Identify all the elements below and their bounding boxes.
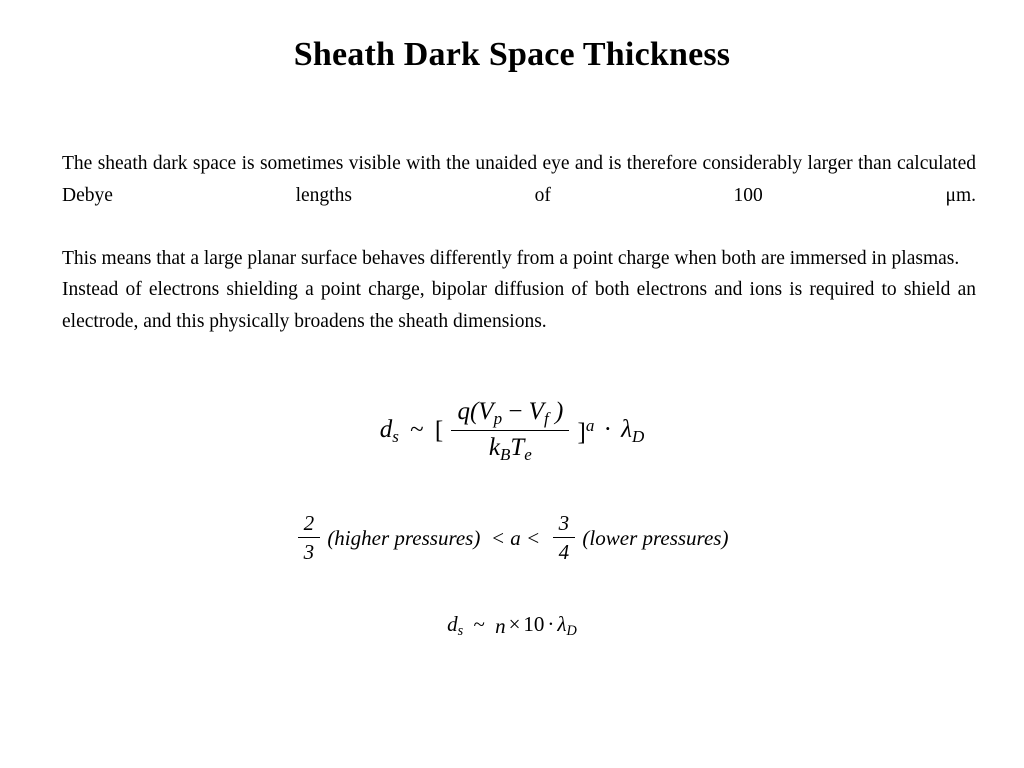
equation-3-n: n: [495, 613, 506, 638]
equation-3-number: 10: [523, 612, 545, 636]
equation-1-relation: ~: [410, 415, 424, 443]
equation-3-dot-operator: ·: [547, 612, 555, 636]
equation-2-frac1-numerator: 2: [298, 510, 321, 538]
equation-3-lhs: $d_s$: [447, 612, 464, 640]
paragraph-2: This means that a large planar surface behaves differently from a point charge when both are immersed in plasmas.: [62, 247, 960, 269]
body-text-block: [62, 148, 976, 337]
equation-3-relation: ~: [473, 612, 485, 636]
equation-sheath-thickness: [0, 396, 1024, 466]
paragraph-3: Instead of electrons shielding a point charge, bipolar diffusion of both electrons and ions is required to shield an electrode, and this physically broadens the sheath dimensions.: [62, 279, 976, 332]
equation-1-lhs: $d_s$: [379, 415, 399, 446]
equation-1-bracket-close: ]$^a$: [577, 415, 595, 446]
equation-1-debye-length: $\lambda_D$: [621, 415, 645, 446]
page-title: Sheath Dark Space Thickness: [293, 36, 731, 73]
equation-2-fraction-upper-bound: [553, 510, 576, 567]
equation-exponent-range: [0, 510, 1024, 567]
equation-3-times-operator: ×: [508, 612, 521, 636]
equation-3-debye-length: $\lambda_D$: [557, 612, 577, 640]
equation-2-frac1-denominator: 3: [303, 540, 315, 565]
equation-1-bracket-open: [: [434, 416, 444, 444]
equation-sheath-scaling: [0, 612, 1024, 640]
equation-1-denominator: $k_BT_e$: [488, 434, 532, 464]
equation-2-lower-pressures-label: (lower pressures): [582, 525, 729, 550]
equation-1-numerator: $q(V_p - V_f$ ): [451, 396, 569, 431]
equation-2-relation: < a <: [485, 525, 546, 550]
paragraph-1: The sheath dark space is sometimes visible with the unaided eye and is therefore considerably larger than calculated Debye lengths of 100 μm.: [62, 153, 976, 206]
equation-2-frac2-numerator: 3: [553, 510, 576, 538]
equation-1-fraction: [451, 396, 569, 466]
equation-2-frac2-denominator: 4: [558, 540, 570, 565]
equation-2-fraction-lower-bound: [298, 510, 321, 567]
equation-2-higher-pressures-label: (higher pressures): [327, 525, 481, 550]
equation-1-dot-operator: ·: [603, 415, 612, 443]
